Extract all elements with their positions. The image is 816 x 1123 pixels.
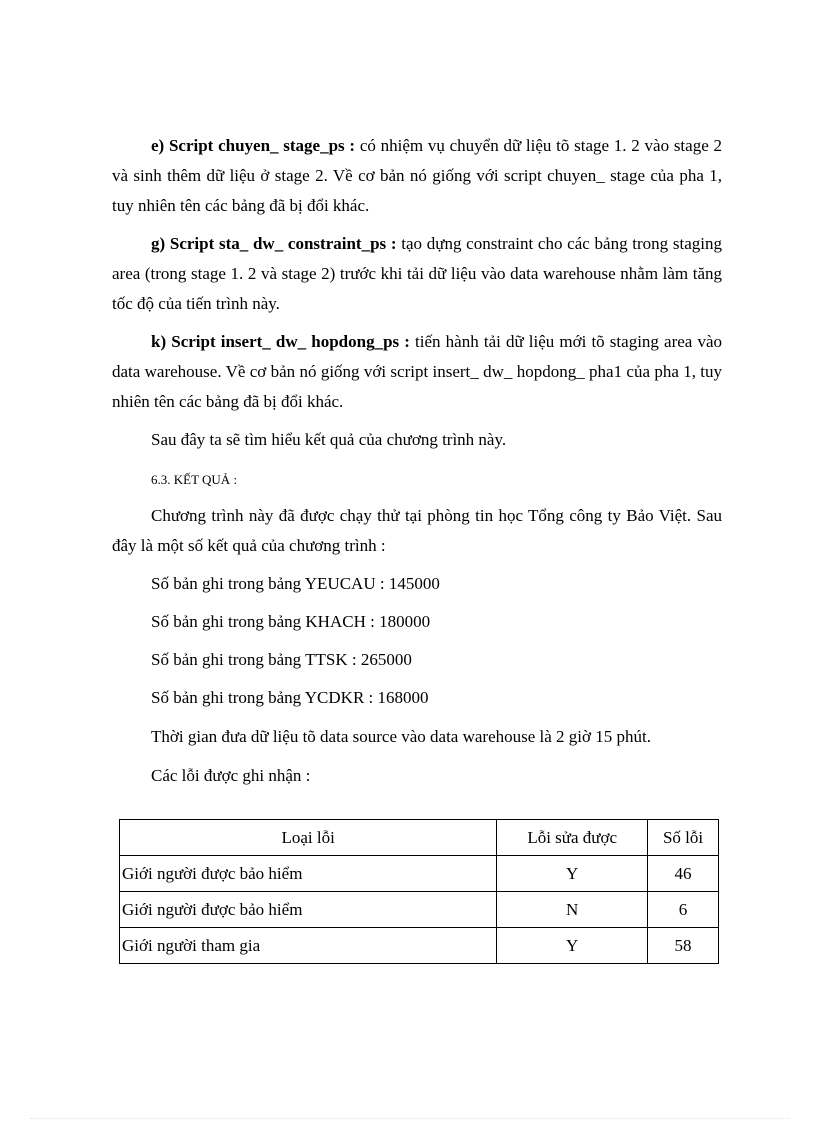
errors-table-header-row: [120, 820, 719, 856]
transfer-time: Thời gian đưa dữ liệu tõ data source vào data warehouse là 2 giờ 15 phút.: [151, 727, 651, 746]
error-type-cell: Giới người tham gia: [120, 928, 497, 964]
script-e-paragraph: [112, 131, 722, 221]
script-e-description: có nhiệm vụ chuyển dữ liệu tõ stage 1. 2 vào stage 2 và sinh thêm dữ liệu ở stage 2. Về cơ bản nó giống với script chuyen_ stage của pha 1, tuy nhiên tên các bảng đã bị đổi khác.: [112, 136, 722, 215]
header-error-count: Số lỗi: [648, 820, 719, 856]
error-type-cell: Giới người được bảo hiểm: [120, 892, 497, 928]
header-fixable: Lỗi sửa được: [497, 820, 648, 856]
error-type-cell: Giới người được bảo hiểm: [120, 856, 497, 892]
error-count-cell: 46: [648, 856, 719, 892]
error-count-cell: 58: [648, 928, 719, 964]
table-row: [120, 928, 719, 964]
errors-table: [119, 819, 719, 964]
script-g-name: g) Script sta_ dw_ constraint_ps :: [151, 234, 397, 253]
error-count-cell: 6: [648, 892, 719, 928]
results-paragraph: [112, 501, 722, 561]
script-k-description: tiến hành tải dữ liệu mới tõ staging area vào data warehouse. Về cơ bản nó giống với script insert_ dw_ hopdong_ pha1 của pha 1, tuy nhiên tên các bảng đã bị đổi khác.: [112, 332, 722, 411]
record-count-yeucau: Số bản ghi trong bảng YEUCAU : 145000: [151, 574, 440, 593]
script-g-description: tạo dựng constraint cho các bảng trong staging area (trong stage 1. 2 và stage 2) trước khi tải dữ liệu vào data warehouse nhằm làm tăng tốc độ của tiến trình này.: [112, 234, 722, 313]
script-k-name: k) Script insert_ dw_ hopdong_ps :: [151, 332, 410, 351]
script-g-paragraph: [112, 229, 722, 319]
script-k-paragraph: [112, 327, 722, 417]
fixable-cell: N: [497, 892, 648, 928]
table-row: [120, 892, 719, 928]
page-bottom-divider: [30, 1118, 790, 1119]
section-heading: 6.3. KẾT QUẢ :: [151, 472, 238, 487]
script-e-name: e) Script chuyen_ stage_ps :: [151, 136, 356, 155]
table-row: [120, 856, 719, 892]
results-paragraph-text: Chương trình này đã được chạy thử tại phòng tin học Tổng công ty Bảo Việt. Sau đây là một số kết quả của chương trình :: [112, 506, 722, 555]
fixable-cell: Y: [497, 928, 648, 964]
errors-intro: Các lỗi được ghi nhận :: [151, 766, 311, 785]
record-count-ycdkr: Số bản ghi trong bảng YCDKR : 168000: [151, 688, 429, 707]
fixable-cell: Y: [497, 856, 648, 892]
record-count-khach: Số bản ghi trong bảng KHACH : 180000: [151, 612, 431, 631]
record-count-ttsk: Số bản ghi trong bảng TTSK : 265000: [151, 650, 412, 669]
header-error-type: Loại lỗi: [120, 820, 497, 856]
results-intro: Sau đây ta sẽ tìm hiểu kết quả của chương trình này.: [151, 430, 507, 449]
